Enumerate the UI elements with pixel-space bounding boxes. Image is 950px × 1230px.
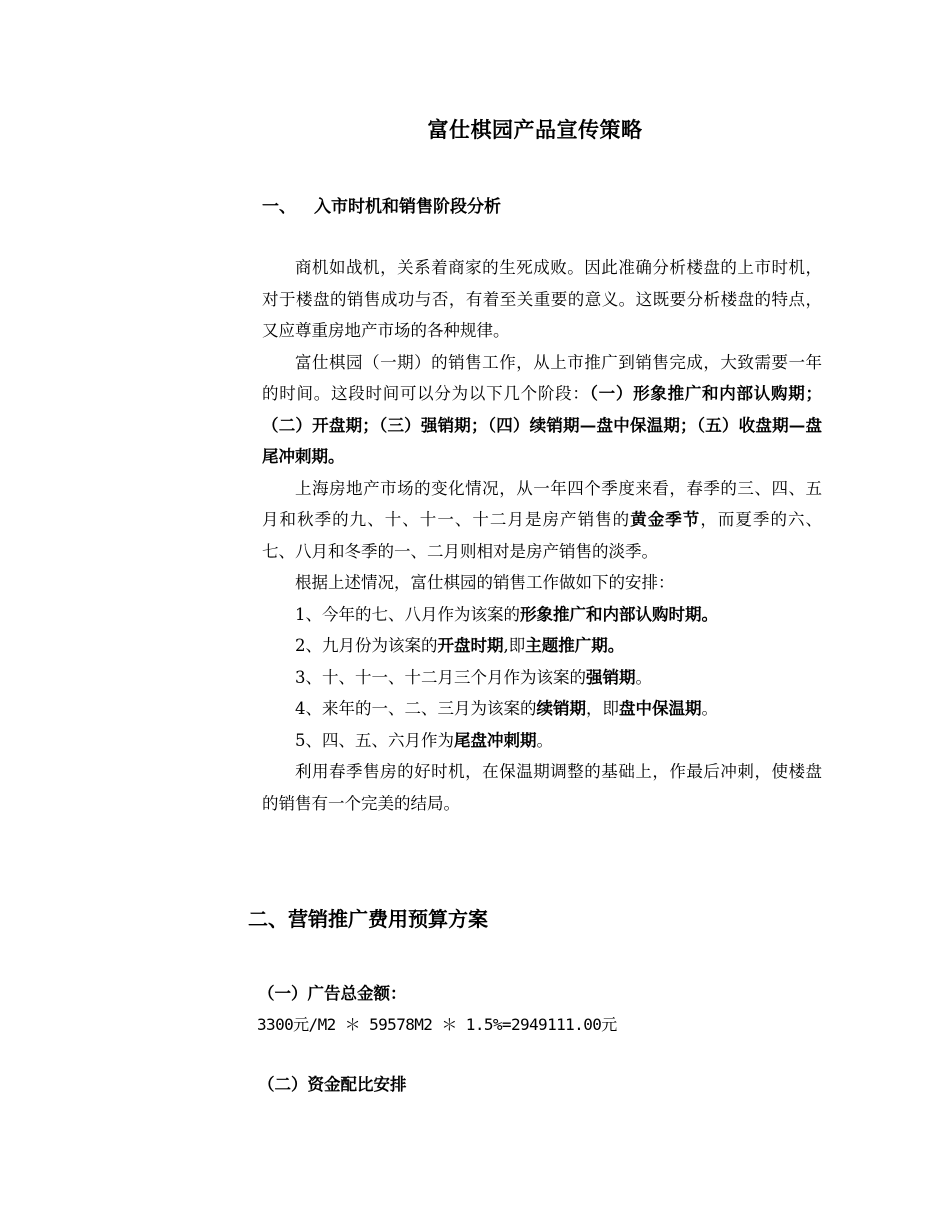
document-title-row <box>0 114 950 144</box>
paragraph <box>262 725 822 757</box>
ad-total-formula: 3300元/M2 ＊ 59578M2 ＊ 1.5%=2949111.00元 <box>257 1015 617 1034</box>
paragraph <box>262 567 822 599</box>
section-1-body <box>262 252 822 819</box>
emphasis-text: 开盘时期 <box>437 636 504 655</box>
paragraph-text: 。 <box>701 699 718 718</box>
emphasis-text: 强销期 <box>586 667 636 687</box>
paragraph-text: 4、来年的一、二、三月为该案的 <box>295 699 537 718</box>
paragraph-text: 根据上述情况，富仕棋园的销售工作做如下的安排： <box>295 573 675 592</box>
paragraph-text: 上海房地产市场的变化情况，从一年四个季度来看，春季的三、四、五月和秋季的九、十、十一、十二月是房产销售的 <box>262 478 822 529</box>
subsection-ad-total-heading: （一）广告总金额： <box>258 984 407 1003</box>
paragraph-text: 。 <box>635 667 652 687</box>
paragraph <box>262 252 822 347</box>
paragraph <box>262 599 822 631</box>
emphasis-text: 主题推广期。 <box>525 636 625 655</box>
section-1-title: 入市时机和销售阶段分析 <box>314 197 501 217</box>
subsection-fund-allocation-heading: （二）资金配比安排 <box>258 1075 407 1094</box>
emphasis-text: 续销期 <box>536 699 586 718</box>
paragraph <box>262 693 822 725</box>
section-1-heading <box>262 192 501 217</box>
paragraph <box>262 630 822 662</box>
paragraph <box>262 662 822 694</box>
paragraph-text: 3、十、十一、十二月三个月作为该案的 <box>295 667 586 687</box>
paragraph <box>262 347 822 473</box>
paragraph-text: 商机如战机，关系着商家的生死成败。因此准确分析楼盘的上市时机，对于楼盘的销售成功与否，有着至关重要的意义。这既要分析楼盘的特点，又应尊重房地产市场的各种规律。 <box>262 258 822 340</box>
paragraph-text: 利用春季售房的好时机，在保温期调整的基础上，作最后冲刺，使楼盘的销售有一个完美的结局。 <box>262 762 822 813</box>
paragraph <box>262 756 822 819</box>
emphasis-text: 盘中保温期 <box>619 699 702 718</box>
emphasis-text: （一）形象推广和内部认购期；（二）开盘期；（三）强销期；（四）续销期—盘中保温期；（五）收盘期—盘尾冲刺期。 <box>262 384 823 466</box>
section-1-number: 一、 <box>262 197 296 217</box>
section-2-heading: 二、营销推广费用预算方案 <box>248 907 488 931</box>
emphasis-text: 尾盘冲刺期 <box>454 730 537 750</box>
paragraph-text: 。 <box>536 730 553 750</box>
paragraph-text: 5、四、五、六月作为 <box>295 730 454 750</box>
paragraph-text: 2、九月份为该案的 <box>295 636 438 655</box>
document-title: 富仕棋园产品宣传策略 <box>427 117 643 142</box>
paragraph-text: ，而夏季的六、七、八月和冬季的一、二月则相对是房产销售的淡季。 <box>262 510 823 561</box>
paragraph-text: 1、今年的七、八月作为该案的 <box>295 604 520 624</box>
paragraph-text: ，即 <box>586 699 619 718</box>
paragraph-text: 富仕棋园（一期）的销售工作，从上市推广到销售完成，大致需要一年的时间。这段时间可以分为以下几个阶段： <box>262 352 822 403</box>
emphasis-text: 黄金季节 <box>630 510 701 529</box>
paragraph <box>262 473 822 568</box>
emphasis-text: 形象推广和内部认购时期。 <box>520 604 718 624</box>
paragraph-text: ,即 <box>503 636 526 655</box>
